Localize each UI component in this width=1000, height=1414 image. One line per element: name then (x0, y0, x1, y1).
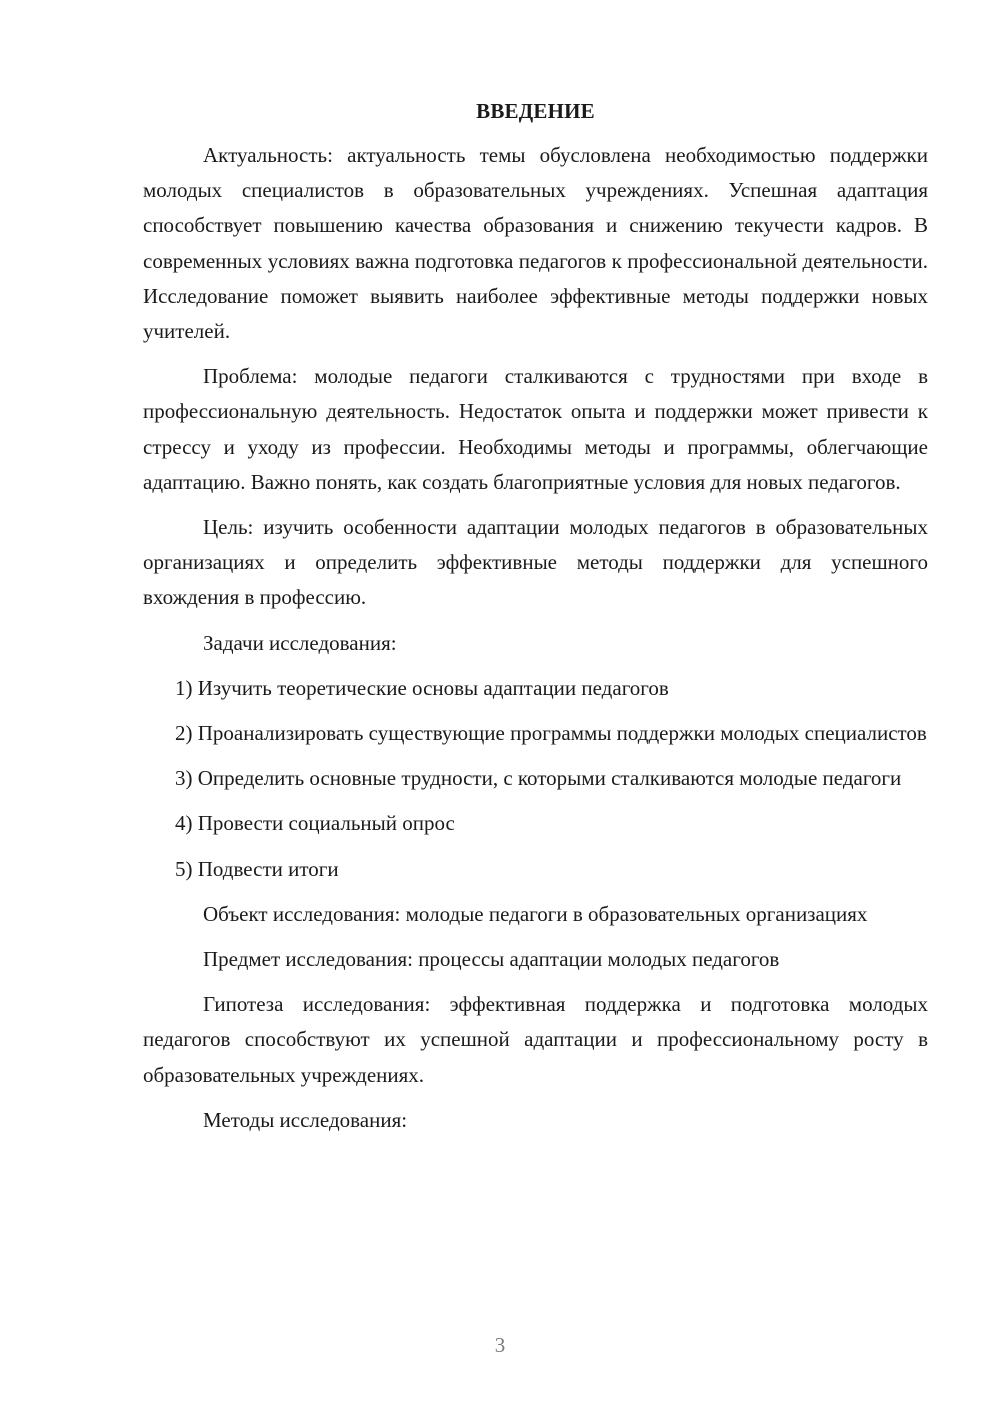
relevance-paragraph: Актуальность: актуальность темы обусловлена необходимостью поддержки молодых специалистов в образовательных учреждениях. Успешная адаптация способствует повышению качества образования и снижению текучести кадров. В современных условиях важна подготовка педагогов к профессиональной деятельности. Исследование поможет выявить наиболее эффективные методы поддержки новых учителей. (143, 143, 928, 344)
object-paragraph: Объект исследования: молодые педагоги в образовательных организациях (203, 901, 868, 926)
task-item-1: 1) Изучить теоретические основы адаптации педагогов (175, 675, 669, 700)
goal-paragraph: Цель: изучить особенности адаптации молодых педагогов в образовательных организациях и определить эффективные методы поддержки для успешного вхождения в профессию. (143, 515, 928, 610)
task-item-5: 5) Подвести итоги (175, 856, 339, 881)
page-title: ВВЕДЕНИЕ (476, 99, 595, 123)
document-page (143, 96, 928, 1148)
hypothesis-paragraph: Гипотеза исследования: эффективная поддержка и подготовка молодых педагогов способствуют их успешной адаптации и профессиональному росту в образовательных учреждениях. (143, 992, 928, 1087)
problem-paragraph: Проблема: молодые педагоги сталкиваются с трудностями при входе в профессиональную деятельность. Недостаток опыта и поддержки может привести к стрессу и уходу из профессии. Необходимы методы и программы, облегчающие адаптацию. Важно понять, как создать благоприятные условия для новых педагогов. (143, 364, 928, 494)
tasks-heading: Задачи исследования: (203, 630, 397, 655)
methods-heading: Методы исследования: (203, 1107, 408, 1132)
page-number: 3 (494, 1333, 506, 1357)
subject-paragraph: Предмет исследования: процессы адаптации молодых педагогов (203, 947, 780, 972)
task-item-2: 2) Проанализировать существующие программы поддержки молодых специалистов (175, 721, 927, 746)
task-item-3: 3) Определить основные трудности, с которыми сталкиваются молодые педагоги (175, 766, 902, 791)
task-item-4: 4) Провести социальный опрос (175, 811, 455, 836)
